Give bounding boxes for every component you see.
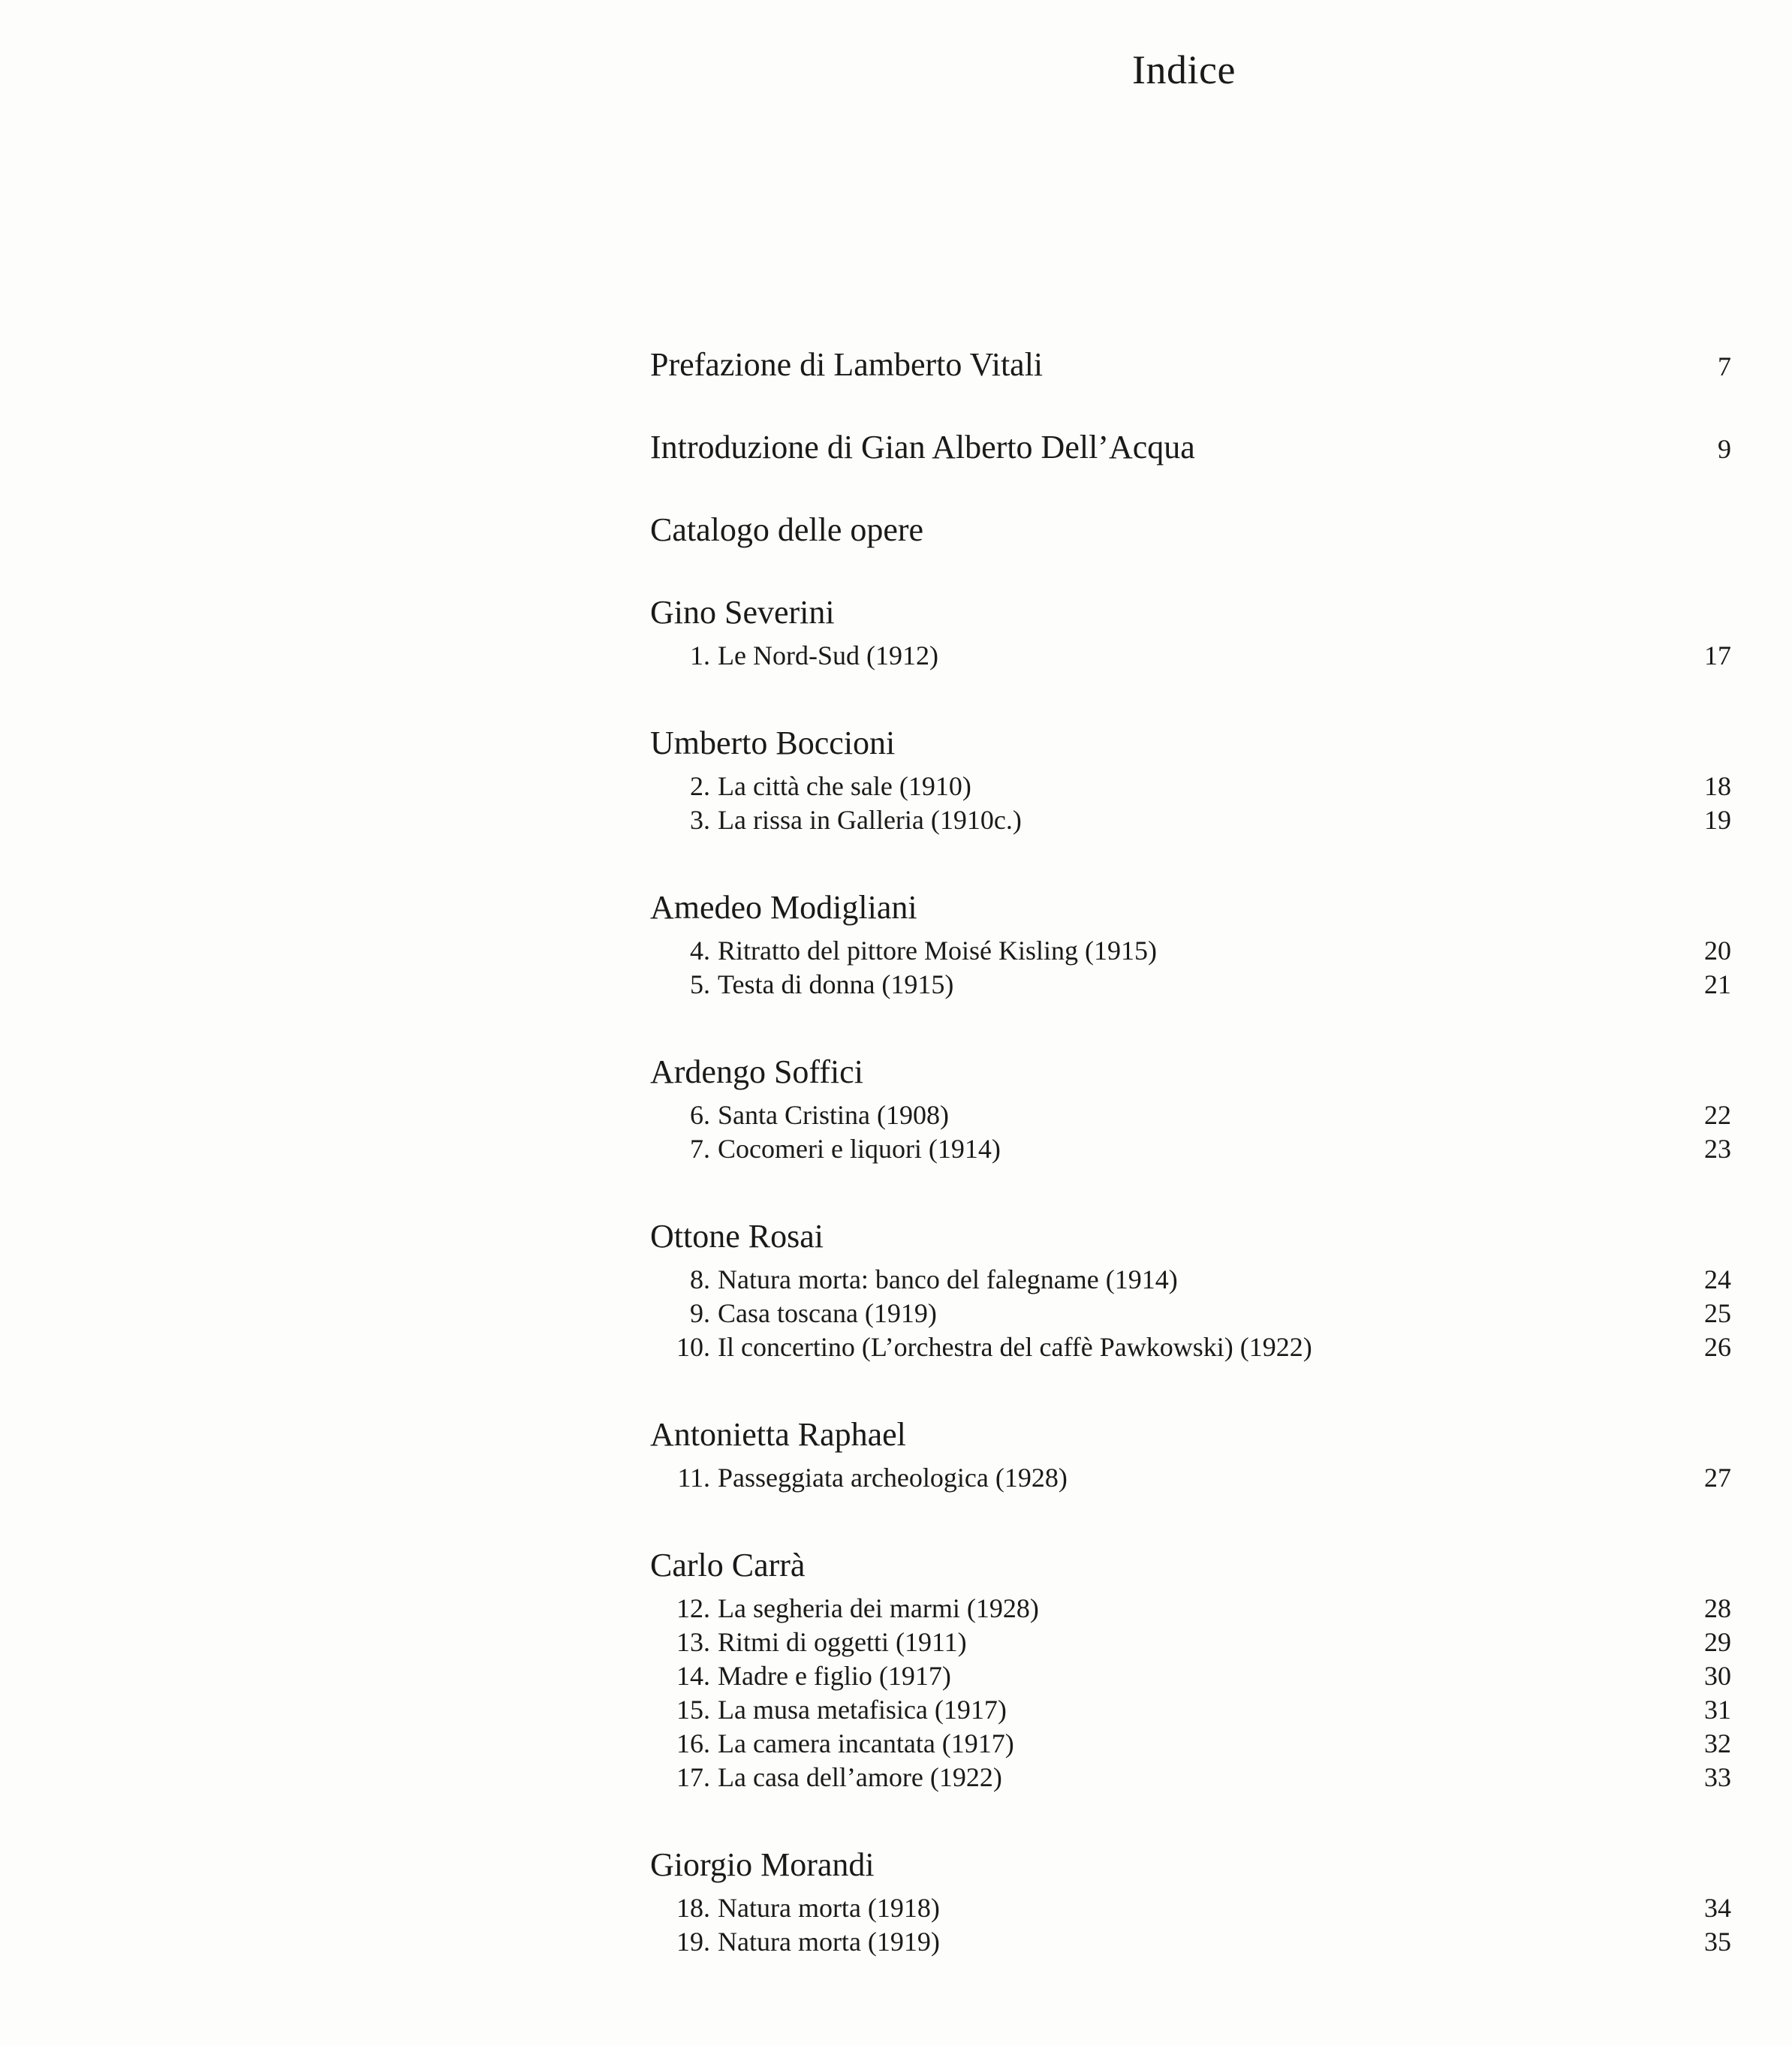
work-label [664, 640, 938, 671]
work-entry [650, 1099, 1731, 1133]
work-entry [650, 1133, 1731, 1167]
artist-heading [650, 888, 1731, 935]
work-label [664, 1926, 940, 1957]
work-label [664, 804, 1022, 836]
work-number: 3. [690, 805, 710, 835]
artist-group [650, 1846, 1731, 1960]
work-page: 35 [1704, 1927, 1731, 1957]
work-page: 34 [1704, 1893, 1731, 1923]
work-entry [650, 1761, 1731, 1795]
work-label [664, 1264, 1178, 1295]
toc-entry-preface [650, 345, 1731, 428]
work-page: 19 [1704, 805, 1731, 835]
work-entry [650, 1694, 1731, 1728]
work-number: 13. [676, 1627, 710, 1657]
work-number: 7. [690, 1134, 710, 1164]
work-title: Santa Cristina (1908) [718, 1100, 949, 1130]
artist-group [650, 593, 1731, 673]
work-entry [650, 935, 1731, 969]
toc-entry-catalogue [650, 511, 1731, 593]
work-entry [650, 804, 1731, 838]
work-label [664, 1626, 967, 1658]
page-title: Indice [1132, 47, 1236, 92]
work-page: 17 [1704, 640, 1731, 670]
work-title: Il concertino (L’orchestra del caffè Pawkowski) (1922) [718, 1332, 1312, 1362]
artist-group [650, 1415, 1731, 1496]
work-label [664, 1728, 1014, 1759]
work-label [664, 1462, 1068, 1493]
work-entry [650, 1660, 1731, 1694]
work-page: 20 [1704, 936, 1731, 966]
work-number: 8. [690, 1264, 710, 1294]
work-page: 33 [1704, 1762, 1731, 1792]
artist-heading [650, 1846, 1731, 1892]
entry-page: 9 [1718, 434, 1731, 464]
artist-name: Amedeo Modigliani [650, 889, 917, 926]
work-title: Cocomeri e liquori (1914) [718, 1134, 1001, 1164]
work-label [664, 1694, 1007, 1725]
work-number: 5. [690, 969, 710, 999]
work-entry [650, 1892, 1731, 1926]
work-entry [650, 1331, 1731, 1365]
artist-name: Ottone Rosai [650, 1218, 824, 1255]
work-title: Le Nord-Sud (1912) [718, 640, 938, 670]
artist-heading [650, 593, 1731, 640]
work-number: 15. [676, 1695, 710, 1725]
artist-heading [650, 1053, 1731, 1099]
work-entry [650, 1626, 1731, 1660]
artist-heading [650, 724, 1731, 770]
work-entry [650, 1264, 1731, 1297]
artist-name: Ardengo Soffici [650, 1053, 863, 1090]
artist-group [650, 1546, 1731, 1795]
work-number: 9. [690, 1298, 710, 1328]
table-of-contents [650, 345, 1731, 2010]
work-label [664, 1133, 1001, 1165]
work-page: 26 [1704, 1332, 1731, 1362]
work-entry [650, 640, 1731, 673]
work-page: 31 [1704, 1695, 1731, 1725]
entry-label: Catalogo delle opere [650, 511, 924, 548]
work-page: 24 [1704, 1264, 1731, 1294]
work-page: 25 [1704, 1298, 1731, 1328]
work-page: 29 [1704, 1627, 1731, 1657]
work-title: La rissa in Galleria (1910c.) [718, 805, 1022, 835]
work-label [664, 1761, 1002, 1793]
work-label [664, 1892, 940, 1924]
artist-name: Giorgio Morandi [650, 1846, 875, 1883]
work-entry [650, 1297, 1731, 1331]
work-title: Madre e figlio (1917) [718, 1661, 951, 1691]
work-number: 4. [690, 936, 710, 966]
work-number: 18. [676, 1893, 710, 1923]
work-label [664, 1331, 1312, 1363]
work-number: 2. [690, 771, 710, 801]
work-number: 17. [676, 1762, 710, 1792]
work-title: Ritratto del pittore Moisé Kisling (1915) [718, 936, 1157, 966]
work-page: 23 [1704, 1134, 1731, 1164]
work-number: 11. [677, 1463, 710, 1493]
artist-heading [650, 1217, 1731, 1264]
work-title: La città che sale (1910) [718, 771, 971, 801]
work-page: 27 [1704, 1463, 1731, 1493]
work-label [664, 1593, 1039, 1624]
artist-group [650, 1217, 1731, 1365]
artist-group [650, 724, 1731, 838]
work-label [664, 770, 971, 802]
work-number: 6. [690, 1100, 710, 1130]
artist-name: Antonietta Raphael [650, 1416, 906, 1453]
work-entry [650, 770, 1731, 804]
work-label [664, 969, 953, 1000]
work-title: La musa metafisica (1917) [718, 1695, 1007, 1725]
work-entry [650, 1593, 1731, 1626]
work-label [664, 1099, 949, 1131]
artist-group [650, 1053, 1731, 1167]
artist-group [650, 888, 1731, 1002]
work-page: 30 [1704, 1661, 1731, 1691]
artist-heading [650, 1546, 1731, 1593]
work-title: Ritmi di oggetti (1911) [718, 1627, 967, 1657]
artist-name: Carlo Carrà [650, 1547, 806, 1583]
work-page: 22 [1704, 1100, 1731, 1130]
artist-groups [650, 593, 1731, 1960]
work-page: 32 [1704, 1728, 1731, 1758]
work-title: Natura morta: banco del falegname (1914) [718, 1264, 1178, 1294]
artist-name: Umberto Boccioni [650, 725, 896, 761]
entry-page: 7 [1718, 351, 1731, 381]
work-page: 18 [1704, 771, 1731, 801]
artist-name: Gino Severini [650, 594, 835, 631]
toc-entry-introduction [650, 428, 1731, 511]
work-title: Passeggiata archeologica (1928) [718, 1463, 1068, 1493]
work-number: 19. [676, 1927, 710, 1957]
work-title: La segheria dei marmi (1928) [718, 1593, 1039, 1623]
entry-label: Introduzione di Gian Alberto Dell’Acqua [650, 429, 1195, 466]
work-label [664, 935, 1157, 966]
work-entry [650, 1462, 1731, 1496]
work-title: Testa di donna (1915) [718, 969, 954, 999]
work-page: 28 [1704, 1593, 1731, 1623]
work-label [664, 1297, 937, 1329]
artist-heading [650, 1415, 1731, 1462]
work-title: Natura morta (1918) [718, 1893, 940, 1923]
work-entry [650, 1728, 1731, 1761]
work-title: La camera incantata (1917) [718, 1728, 1014, 1758]
work-number: 14. [676, 1661, 710, 1691]
work-number: 16. [676, 1728, 710, 1758]
work-label [664, 1660, 951, 1692]
work-title: La casa dell’amore (1922) [718, 1762, 1002, 1792]
work-number: 1. [690, 640, 710, 670]
work-number: 10. [676, 1332, 710, 1362]
work-number: 12. [676, 1593, 710, 1623]
work-page: 21 [1704, 969, 1731, 999]
work-entry [650, 969, 1731, 1002]
work-entry [650, 1926, 1731, 1960]
work-title: Casa toscana (1919) [718, 1298, 937, 1328]
entry-label: Prefazione di Lamberto Vitali [650, 346, 1044, 383]
work-title: Natura morta (1919) [718, 1927, 940, 1957]
